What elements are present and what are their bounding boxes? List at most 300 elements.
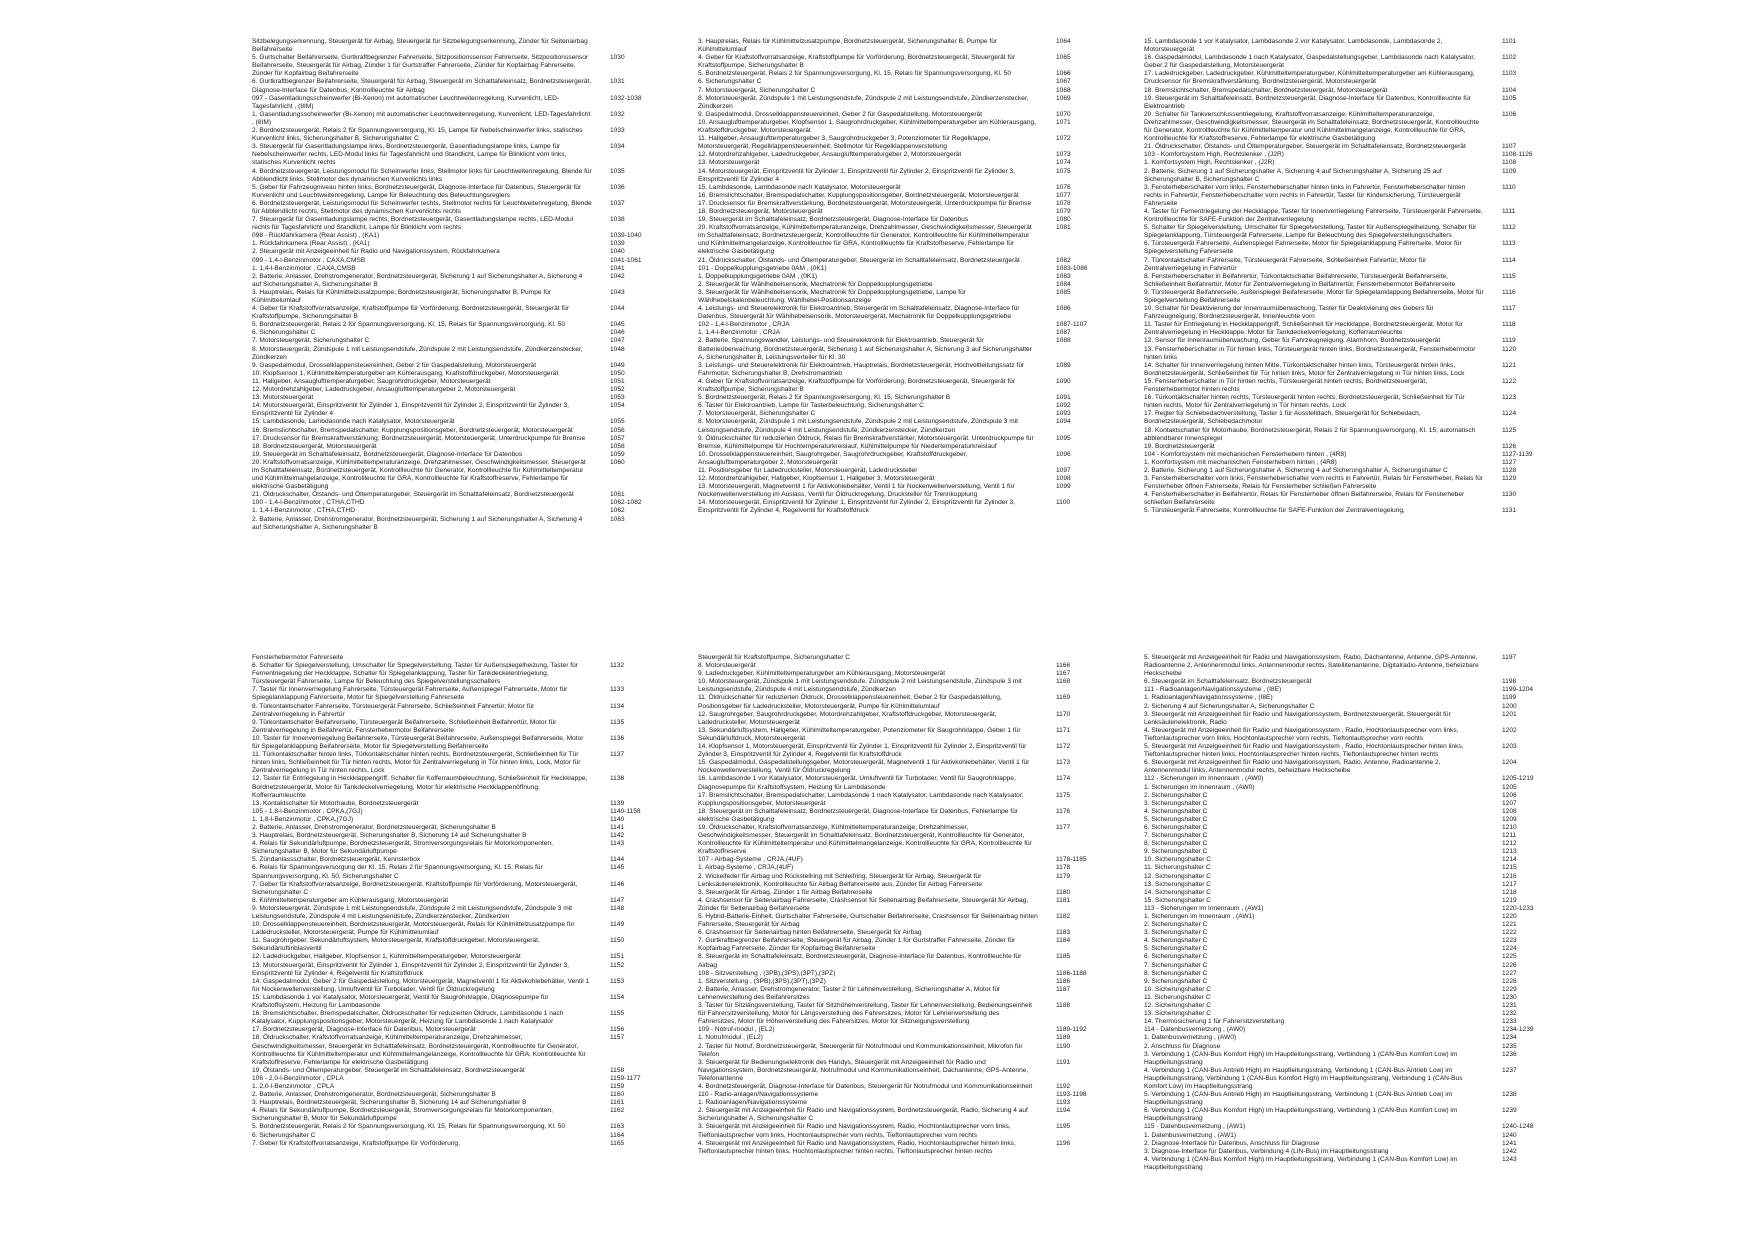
toc-entry-title: 3. Hauptrelais, Relais für Kühlmittelzusatzpumpe, Bordnetzsteuergerät, Sicherungshalter B, Pumpe für Kühlmittelumlauf bbox=[252, 288, 552, 304]
toc-entry bbox=[698, 192, 1128, 200]
toc-entry bbox=[252, 703, 682, 719]
toc-entry bbox=[698, 662, 1128, 670]
toc-entry-page: 1183 bbox=[1056, 929, 1071, 937]
toc-entry-page: 1227 bbox=[1502, 969, 1517, 977]
toc-entry-page: 1173 bbox=[1056, 759, 1071, 767]
toc-entry-title: 6. Relais für Spannungsversorgung der Kl. 15, Relais 2 für Spannungsversorgung, Kl. 15, Relais für Spannungsversorgung, Kl. 50, Sicherungshalter C bbox=[252, 864, 543, 880]
toc-entry-title: 098 - Rückfahrkamera (Rear Assist) , (KA1) bbox=[252, 232, 380, 240]
toc-entry-title: 2. Anschluss für Diagnose bbox=[1144, 1042, 1221, 1050]
toc-entry-title: 4. Leistungs- und Steuerelektronik für Elektroantrieb, Steuergerät im Schalttafeleinsatz, Diagnose-Interface für Datenbus, Steuergerät für Wählhebelsensorik, Motorsteuergerät, Mechatronik für Doppelkupplungsgetriebe bbox=[698, 305, 1020, 321]
toc-entry-title: 14. Motorsteuergerät, Einspritzventil für Zylinder 1, Einspritzventil für Zylinder 2, Einspritzventil für Zylinder 3, Einspritzventil für Zylinder 4 bbox=[698, 167, 1015, 183]
toc-entry bbox=[252, 273, 682, 289]
toc-entry-title: 6. Steuergerät im Schalttafeleinsatz, Bordnetzsteuergerät bbox=[1144, 678, 1312, 686]
toc-entry-title: 10. Sicherungshalter C bbox=[1144, 856, 1212, 864]
toc-entry bbox=[252, 240, 682, 248]
toc-entry-page: 1228 bbox=[1502, 977, 1517, 985]
toc-entry-page: 1099 bbox=[1056, 483, 1071, 491]
toc-entry-title: 19. Steuergerät im Schalttafeleinsatz, Bordnetzsteuergerät, Diagnose-Interface für Datenbus bbox=[698, 216, 969, 224]
toc-entry-page: 1158 bbox=[610, 1066, 625, 1074]
toc-entry-page: 1081 bbox=[1056, 224, 1071, 232]
toc-entry-page: 1095 bbox=[1056, 434, 1071, 442]
toc-entry-page: 1206 bbox=[1502, 791, 1517, 799]
toc-entry-title: 15. Sicherungshalter C bbox=[1144, 896, 1212, 904]
toc-entry-page: 1047 bbox=[610, 337, 625, 345]
toc-entry-page: 1053 bbox=[610, 394, 625, 402]
toc-entry-page: 1039 bbox=[610, 240, 625, 248]
toc-entry-page: 1243 bbox=[1502, 1155, 1517, 1163]
toc-entry-title: 5. Geber für Fahrzeugniveau hinten links, Bordnetzsteuergerät, Diagnose-Interface für Datenbus, Steuergerät für Kurvenlicht und Leuchtweitenregelung, Lampe für Beleuchtung des Beleuchtungsreglers bbox=[252, 183, 582, 199]
toc-entry-title: 12. Ladedruckgeber, Hallgeber, Klopfsensor 1, Kühlmitteltemperaturgeber, Motorsteuergerät bbox=[252, 953, 521, 961]
toc-column-2 bbox=[698, 654, 1128, 1214]
toc-entry bbox=[1144, 703, 1574, 711]
toc-entry-page: 1111 bbox=[1502, 207, 1516, 215]
toc-entry-title: 3. Hauptrelais, Bordnetzsteuergerät, Sicherungshalter B, Sicherung 14 auf Sicherungshalter B bbox=[252, 1099, 527, 1107]
toc-entry bbox=[1144, 1067, 1574, 1091]
toc-entry bbox=[1144, 921, 1574, 929]
toc-entry-title: 099 - 1,4-l-Benzinmotor , CAXA,CMSB bbox=[252, 256, 366, 264]
toc-entry-page: 1113 bbox=[1502, 240, 1516, 248]
toc-entry-page: 1088 bbox=[1056, 337, 1071, 345]
toc-entry bbox=[252, 78, 682, 94]
toc-entry bbox=[698, 1107, 1128, 1123]
toc-entry-page: 1077 bbox=[1056, 191, 1071, 199]
toc-entry bbox=[1144, 824, 1574, 832]
toc-entry-page: 1145 bbox=[610, 864, 625, 872]
toc-entry bbox=[1144, 184, 1574, 208]
toc-entry-page: 1200 bbox=[1502, 702, 1517, 710]
toc-entry bbox=[698, 1043, 1128, 1059]
toc-entry-title: 4. Verbindung 1 (CAN-Bus Komfort High) im Hauptleitungsstrang, Verbindung 1 (CAN-Bus Komfort Low) im Hauptleitungsstrang bbox=[1144, 1155, 1458, 1171]
toc-entry-title: 5. Schalter für Spiegelverstellung, Umschalter für Spiegelverstellung, Taster für Außenspiegelheizung, Schalter für Spiegelanklappung, Türsteuergerät Fahrerseite, Lampe für Beleuchtung des Spiegelverstellungsschalters bbox=[1144, 224, 1477, 240]
toc-entry-page: 1226 bbox=[1502, 961, 1517, 969]
toc-entry-title: 113 - Sicherungen im Innenraum , (AW1) bbox=[1144, 904, 1264, 912]
toc-entry bbox=[252, 257, 682, 265]
toc-entry-title: 18. Kontaktschalter für Motorhaube, Bordnetzsteuergerät, Relais 2 für Spannungsversorgung, Kl. 15, automatisch abblendbarer Innenspiegel bbox=[1144, 426, 1476, 442]
toc-entry-title: 4. Steuergerät mit Anzeigeeinheit für Radio und Navigationssystem , Radio, Hochtonlautsprecher vorn links, Tieftonlautsprecher vorn links, Hochtonlautsprecher vorn rechts, Tieftonlautsprecher vorn rechts bbox=[1144, 726, 1459, 742]
toc-entry-page: 1154 bbox=[610, 993, 625, 1001]
toc-entry-page: 1198 bbox=[1502, 678, 1517, 686]
toc-entry-title: 114 - Datenbusvernetzung , (AW0) bbox=[1144, 1026, 1246, 1034]
toc-entry-page: 1058 bbox=[610, 442, 625, 450]
toc-entry-title: 20. Kraftstoffvorratsanzeige, Kühlmitteltemperaturanzeige, Drehzahlmesser, Geschwindigkeitsmesser, Steuergerät im Schalttafeleinsatz, Bordnetzsteuergerät, Kontrollleuchte für Generator, Kontrollleuchte für Kühlmitteltemperatur und Kühlmittelmangelanzeige, Kontrollleuchte für GRA, Kontrollleuchte für Kraftstoffreserve, Fehlerlampe für elektrische Gasbetätigung bbox=[252, 458, 586, 491]
toc-entry-page: 1188 bbox=[1056, 1002, 1071, 1010]
toc-entry-page: 1050 bbox=[610, 369, 625, 377]
toc-entry-title: 2. Diagnose-Interface für Datenbus, Anschluss für Diagnose bbox=[1144, 1139, 1320, 1147]
toc-entry-title: 14. Schalter für Innenverriegelung hinten Mitte, Türkontaktschalter hinten links, Türsteuergerät hinten links, Bordnetzsteuergerät, Schließeinheit für Tür hinten links, Motor für Zentralverriegelung in Tür hinten links, Lock bbox=[1144, 361, 1465, 377]
toc-entry-title: 1. Doppelkupplungsgetriebe 0AM , (0K1) bbox=[698, 272, 818, 280]
toc-entry-title: 3. Steuergerät für Airbag, Zünder 1 für Airbag Beifahrerseite bbox=[698, 888, 873, 896]
toc-entry-page: 1230 bbox=[1502, 993, 1517, 1001]
toc-entry-page: 1056 bbox=[610, 426, 625, 434]
toc-entry bbox=[252, 1075, 682, 1083]
toc-entry-title: 8. Sicherungshalter C bbox=[1144, 840, 1208, 848]
toc-entry-page: 1205-1219 bbox=[1502, 775, 1534, 783]
toc-entry bbox=[1144, 962, 1574, 970]
toc-entry-title: 5. Steuergerät mit Anzeigeeinheit für Radio und Navigationssystem, Radio, Dachantenne, Antenne, GPS-Antenne, Radioantenne 2, Antennenmodul links, Antennenmodul rechts, Satellitenantenne, Digitalradio-Antenne, beheizbare Heckscheibe bbox=[1144, 654, 1479, 678]
toc-entry-page: 1240-1248 bbox=[1502, 1123, 1534, 1131]
toc-entry-title: 19. Bordnetzsteuergerät bbox=[1144, 442, 1215, 450]
toc-entry-title: 15. Fensterheberschalter in Tür hinten rechts, Türsteuergerät hinten rechts, Bordnetzsteuergerät, Fensterhebermotor hinten rechts bbox=[1144, 377, 1428, 394]
toc-entry-title: 3. Steuergerät mit Anzeigeeinheit für Radio und Navigationssystem, Radio, Hochtonlautsprecher vorn links, Tieftonlautsprecher vorn links, Hochtonlautsprecher vorn rechts, Tieftonlautsprecher vorn rechts bbox=[698, 1123, 1011, 1139]
toc-entry-page: 1038 bbox=[610, 216, 625, 224]
toc-entry-page: 1116 bbox=[1502, 288, 1516, 296]
toc-entry-title: 6. Sicherungshalter C bbox=[252, 329, 316, 337]
toc-entry-page: 1084 bbox=[1056, 280, 1071, 288]
toc-column-1 bbox=[252, 654, 682, 1214]
toc-entry bbox=[1144, 467, 1574, 475]
toc-entry-page: 1074 bbox=[1056, 159, 1071, 167]
toc-entry-title: 8. Fensterheberschalter in Beifahrertür, Türkontaktschalter Beifahrerseite, Türsteuergerät Beifahrerseite, Schließeinheit Beifahrertür, Motor für Zentralverriegelung in Beifahrertür, Fensterhebermotor Beifahrerseite bbox=[1144, 272, 1456, 288]
toc-entry bbox=[698, 654, 1128, 662]
toc-entry-page: 1189-1192 bbox=[1056, 1026, 1087, 1034]
toc-entry bbox=[252, 1140, 682, 1148]
toc-entry-page: 1186 bbox=[1056, 977, 1071, 985]
toc-entry-title: 12. Motordrehzahlgeber, Ladedruckgeber, Ansauglufttemperaturgeber 2, Motorsteuergerät bbox=[252, 386, 516, 394]
toc-entry bbox=[252, 962, 682, 978]
toc-entry bbox=[698, 289, 1128, 305]
toc-entry-page: 1235 bbox=[1502, 1042, 1517, 1050]
document-page-bottom bbox=[0, 620, 1754, 1240]
toc-entry-page: 1186-1188 bbox=[1056, 969, 1087, 977]
toc-entry-page: 1041 bbox=[610, 264, 625, 272]
toc-entry bbox=[698, 95, 1128, 111]
toc-entry-page: 1092 bbox=[1056, 402, 1071, 410]
toc-entry-page: 1037 bbox=[610, 199, 625, 207]
toc-entry bbox=[1144, 54, 1574, 70]
toc-entry-title: 8. Motorsteuergerät, Zündspule 1 mit Leistungsendstufe, Zündspule 2 mit Leistungsendstufe, Zündspule 3 mit Leistungsendstufe, Zündspule 4 mit Leistungsendstufe, Zündkerzenstecker, Zündkerzen bbox=[698, 418, 1018, 434]
toc-entry-title: 6. Steuergerät mit Anzeigeeinheit für Radio und Navigationssystem, Radio, Antenne, Radioantenne 2, Antennenmodul links, Antennenmodul rechts, beheizbare Heckscheibe bbox=[1144, 759, 1441, 775]
toc-entry bbox=[252, 95, 682, 111]
toc-entry-title: 110 - Radio-anlagen/Navigationssysteme bbox=[698, 1091, 819, 1099]
toc-entry-title: 16. Gaspedalmodul, Lambdasonde 1 nach Katalysator, Gaspedalstellungsgeber, Lambdasonde nach Katalysator, Geber 2 für Gaspedalstellung, Motorsteuergerät bbox=[1144, 54, 1476, 70]
toc-entry-page: 1187 bbox=[1056, 985, 1071, 993]
toc-entry bbox=[698, 337, 1128, 361]
toc-entry-title: 11. Sicherungshalter C bbox=[1144, 864, 1211, 872]
toc-entry-page: 1208 bbox=[1502, 807, 1517, 815]
toc-entry bbox=[1144, 1034, 1574, 1042]
toc-entry-page: 1063 bbox=[610, 515, 625, 523]
toc-entry bbox=[698, 111, 1128, 119]
toc-entry-title: 1. Gasentladungsscheinwerfer (Bi-Xenon) mit automatischer Leuchtweitenregelung, Kurvenlicht, LED-Tagesfahrlicht , (8IM) bbox=[252, 110, 591, 126]
toc-entry bbox=[698, 87, 1128, 95]
toc-entry-page: 1060 bbox=[610, 458, 625, 466]
toc-entry-page: 1167 bbox=[1056, 670, 1071, 678]
toc-entry-page: 1131 bbox=[1502, 507, 1517, 515]
toc-entry bbox=[1144, 475, 1574, 491]
toc-entry-title: 18. Bordnetzsteuergerät, Motorsteuergerät bbox=[252, 442, 377, 450]
toc-entry-title: 6. Crashsensor für Seitenairbag hinten Beifahrerseite, Steuergerät für Airbag bbox=[698, 929, 922, 937]
toc-entry-page: 1078 bbox=[1056, 199, 1071, 207]
toc-entry bbox=[1144, 240, 1574, 256]
toc-entry bbox=[1144, 507, 1574, 515]
toc-entry-title: 3. Verbindung 1 (CAN-Bus Komfort High) im Hauptleitungsstrang, Verbindung 1 (CAN-Bus Komfort Low) im Hauptleitungsstrang bbox=[1144, 1050, 1458, 1066]
toc-entry-title: 12. Saugrohrgeber, Saugrohrdruckgeber, Motordrehzahlgeber, Kraftstoffdruckgeber, Motorsteuergerät, Ladedrucksteller, Motorsteuergerät bbox=[698, 710, 997, 726]
toc-entry-page: 1138 bbox=[610, 775, 625, 783]
toc-entry-page: 1104 bbox=[1502, 86, 1517, 94]
toc-column-3 bbox=[1144, 654, 1574, 1214]
toc-entry-page: 1137 bbox=[610, 751, 625, 759]
toc-entry-title: 18. Bremslichtschalter, Bremspedalschalter, Bordnetzsteuergerät, Motorsteuergerät bbox=[1144, 86, 1388, 94]
toc-entry-page: 1170 bbox=[1056, 710, 1071, 718]
toc-entry-page: 1090 bbox=[1056, 377, 1071, 385]
toc-entry-page: 1055 bbox=[610, 418, 625, 426]
toc-entry bbox=[698, 410, 1128, 418]
toc-entry bbox=[1144, 678, 1574, 686]
toc-entry-page: 1159 bbox=[610, 1082, 625, 1090]
toc-entry-page: 1082 bbox=[1056, 256, 1071, 264]
toc-entry bbox=[252, 1132, 682, 1140]
toc-entry-page: 1189 bbox=[1056, 1034, 1071, 1042]
toc-entry-page: 1234-1239 bbox=[1502, 1026, 1534, 1034]
toc-entry bbox=[1144, 654, 1574, 678]
toc-entry-title: 11. Positionsgeber für Ladedrucksteller, Motorsteuergerät, Ladedrucksteller bbox=[698, 466, 918, 474]
toc-entry-title: 4. Geber für Kraftstoffvorratsanzeige, Kraftstoffpumpe für Vorförderung, Bordnetzsteuergerät, Steuergerät für Kraftstoffpumpe, Sicherungshalter B bbox=[698, 54, 1016, 70]
toc-entry-page: 1169 bbox=[1056, 694, 1071, 702]
toc-entry bbox=[1144, 873, 1574, 881]
toc-entry-title: 6. Sicherungshalter C bbox=[252, 1131, 316, 1139]
toc-entry-title: 105 - 1,8-l-Benzinmotor , CPKA,(7GJ) bbox=[252, 807, 363, 815]
toc-entry-page: 1098 bbox=[1056, 475, 1071, 483]
toc-entry bbox=[1144, 273, 1574, 289]
toc-entry-title: 2. Batterie, Spannungswandler, Leistungs- und Steuerelektronik für Elektroantrieb, Steuergerät für Batterieüberwachung, Bordnetzsteuergerät, Sicherung 1 auf Sicherungshalter A, Sicherung 3 auf Sicherungshalter A, Sicherungshalter B, Leistungsverteiler für Kl. 30 bbox=[698, 337, 1032, 361]
toc-entry bbox=[698, 727, 1128, 743]
toc-entry-title: 101 - Doppelkupplungsgetriebe 0AM , (0K1) bbox=[698, 264, 827, 272]
toc-entry bbox=[1144, 224, 1574, 240]
toc-entry bbox=[1144, 321, 1574, 337]
toc-entry bbox=[1144, 143, 1574, 151]
toc-entry bbox=[252, 921, 682, 937]
toc-entry bbox=[1144, 70, 1574, 86]
toc-entry-title: 5. Bordnetzsteuergerät, Relais 2 für Spannungsversorgung, Kl. 15, Sicherungshalter B bbox=[698, 394, 951, 402]
toc-entry bbox=[252, 1067, 682, 1075]
toc-entry-title: 3. Steuergerät mit Anzeigeeinheit für Radio und Navigationssystem, Bordnetzsteuergerät, Steuergerät für Lenksäulenelektronik, Radio bbox=[1144, 710, 1451, 726]
toc-entry bbox=[1144, 897, 1574, 905]
toc-entry-page: 1221 bbox=[1502, 921, 1517, 929]
toc-entry-page: 1168 bbox=[1056, 678, 1071, 686]
toc-entry bbox=[252, 451, 682, 459]
toc-entry-page: 1080 bbox=[1056, 216, 1071, 224]
toc-entry bbox=[698, 1083, 1128, 1091]
toc-entry-title: Fensterhebermotor Fahrerseite bbox=[252, 654, 344, 661]
toc-entry bbox=[698, 929, 1128, 937]
toc-entry-page: 1202 bbox=[1502, 726, 1517, 734]
toc-entry bbox=[252, 362, 682, 370]
toc-entry-title: 4. Relais für Sekundärluftpumpe, Bordnetzsteuergerät, Stromversorgungsrelais für Motorkomponenten, Sicherungshalter B, Motor für Sekundärluftpumpe bbox=[252, 840, 553, 856]
toc-entry bbox=[252, 232, 682, 240]
toc-entry bbox=[252, 751, 682, 775]
toc-entry-page: 1164 bbox=[610, 1131, 625, 1139]
toc-entry-title: 109 - Notruf-modul , (EL2) bbox=[698, 1026, 775, 1034]
toc-entry-page: 1068 bbox=[1056, 86, 1071, 94]
toc-entry-title: 19. Öldruckschalter, Kraftstoffvorratsanzeige, Kühlmitteltemperaturanzeige, Drehzahlmesser, Geschwindigkeitsmesser, Steuergerät im Schalttafeleinsatz, Bordnetzsteuergerät, Kontrollleuchte für Generator, Kontrollleuchte für Kühlmitteltemperatur und Kühlmittelmangelanzeige, Kontrollleuchte für GRA, Kontrollleuchte für Kraftstoffreserve bbox=[698, 823, 1032, 856]
toc-entry bbox=[1144, 792, 1574, 800]
toc-entry bbox=[252, 346, 682, 362]
toc-entry bbox=[1144, 151, 1574, 159]
toc-entry-title: 7. Geber für Kraftstoffvorratsanzeige, Bordnetzsteuergerät, Kraftstoffpumpe für Vorförderung, Motorsteuergerät, Sicherungshalter C bbox=[252, 880, 578, 896]
toc-entry bbox=[698, 1059, 1128, 1083]
toc-entry bbox=[698, 711, 1128, 727]
toc-entry bbox=[1144, 1091, 1574, 1107]
toc-entry-title: 2. Steuergerät für Wählhebelsensorik, Mechatronik für Doppelkupplungsgetriebe bbox=[698, 280, 933, 288]
toc-entry-page: 1172 bbox=[1056, 743, 1071, 751]
toc-entry bbox=[1144, 305, 1574, 321]
toc-entry-page: 1151 bbox=[610, 953, 625, 961]
toc-entry-title: 7. Sicherungshalter C bbox=[1144, 832, 1208, 840]
toc-entry bbox=[252, 856, 682, 864]
toc-entry bbox=[252, 370, 682, 378]
toc-entry bbox=[1144, 95, 1574, 111]
toc-entry-title: 8. Türkontaktschalter Fahrerseite, Türsteuergerät Fahrerseite, Schließeinheit Fahrertür, Motor für Zentralverriegelung in Fahrertür bbox=[252, 702, 535, 718]
toc-entry-page: 1148 bbox=[610, 904, 625, 912]
toc-entry-title: 19. Steuergerät im Schalttafeleinsatz, Bordnetzsteuergerät, Diagnose-Interface für Datenbus, Kontrollleuchte für Elektroantrieb bbox=[1144, 94, 1471, 110]
toc-entry-title: 11. Hallgeber, Ansauglufttemperaturgeber 3, Saugrohrdruckgeber 3, Potenziometer für Regelklappe, Motorsteuergerät, Regelklappensteuereinheit, Stellmotor für Regelklappenverstellung bbox=[698, 135, 991, 151]
toc-entry bbox=[1144, 427, 1574, 443]
toc-entry-title: 6. Gurtkraftbegrenzer Beifahrerseite, Steuergerät für Airbag, Steuergerät im Schalttafeleinsatz, Bordnetzsteuergerät, Diagnose-Interface für Datenbus, Kontrollleuchte für Airbag bbox=[252, 78, 592, 94]
toc-entry bbox=[252, 499, 682, 507]
toc-entry-page: 1087-1107 bbox=[1056, 321, 1088, 329]
toc-entry-title: 2. Batterie, Anlasser, Drehstromgenerator, Bordnetzsteuergerät, Sicherungshalter B bbox=[252, 1091, 496, 1099]
toc-entry-title: 17. Ladedruckgeber, Ladedruckgeber, Kühlmitteltemperaturgeber, Kühlmitteltemperaturgeber am Kühlerausgang, Drucksensor für Bremskraftverstärkung, Bordnetzsteuergerät, Motorsteuergerät bbox=[1144, 70, 1475, 86]
toc-entry-title: 3. Leistungs- und Steuerelektronik für Elektroantrieb, Hauptrelais, Bordnetzsteuergerät, Hochvoltleitungssatz für Fahrmotor, Sicherungshalter B, Drehstromantrieb bbox=[698, 361, 1025, 377]
toc-entry bbox=[252, 808, 682, 816]
toc-entry-title: 107 - Airbag-Systeme , CRJA,(4UF) bbox=[698, 856, 803, 864]
toc-entry-page: 1044 bbox=[610, 305, 625, 313]
toc-entry bbox=[1144, 1140, 1574, 1148]
toc-entry-title: 1. 1,8-l-Benzinmotor , CPKA,(7GJ) bbox=[252, 815, 354, 823]
toc-entry bbox=[252, 443, 682, 451]
toc-entry-title: 10. Drosselklappensteuereinheit, Bordnetzsteuergerät, Motorsteuergerät, Relais für Kühlmittelzusatzpumpe für Ladedrucksteller, Motorsteuergerät, Pumpe für Kühlmittelumlauf bbox=[252, 921, 575, 937]
toc-entry-page: 1031 bbox=[610, 78, 625, 86]
toc-entry-page: 1225 bbox=[1502, 953, 1517, 961]
toc-entry-title: 2. Batterie, Sicherung 1 auf Sicherungshalter A, Sicherung 4 auf Sicherungshalter A, Sicherung 25 auf Sicherungshalter B, Sicherungshalter C bbox=[1144, 167, 1442, 183]
toc-entry-title: 097 - Gasentladungsscheinwerfer (Bi-Xenon) mit automatischer Leuchtweitenregelung, Kurvenlicht, LED-Tagesfahrlicht , (8IM) bbox=[252, 94, 560, 110]
toc-entry-title: 1. Sitzverstellung , (3PB),(3PS),(3PT),(3PZ) bbox=[698, 977, 826, 985]
toc-entry-page: 1105 bbox=[1502, 94, 1517, 102]
toc-entry-page: 1102 bbox=[1502, 54, 1517, 62]
toc-entry-title: 3. Diagnose-Interface für Datenbus, Verbindung 4 (LIN-Bus) im Hauptleitungsstrang bbox=[1144, 1147, 1389, 1155]
toc-entry-title: 115 - Datenbusvernetzung , (AW1) bbox=[1144, 1123, 1246, 1131]
toc-entry bbox=[698, 873, 1128, 889]
toc-entry-title: 9. Türkontaktschalter Beifahrerseite, Türsteuergerät Beifahrerseite, Schließeinheit Beifahrertür, Motor für Zentralverriegelung in Beifahrertür, Fensterhebermotor Beifahrerseite bbox=[252, 718, 557, 734]
toc-entry bbox=[1144, 362, 1574, 378]
toc-entry bbox=[252, 378, 682, 386]
toc-entry-page: 1174 bbox=[1056, 775, 1071, 783]
toc-entry-page: 1106 bbox=[1502, 110, 1517, 118]
toc-entry bbox=[698, 159, 1128, 167]
toc-entry-title: 4. Verbindung 1 (CAN-Bus Antrieb High) im Hauptleitungsstrang, Verbindung 1 (CAN-Bus Antrieb Low) im Hauptleitungsstrang, Verbindung 1 (CAN-Bus Komfort High) im Hauptleitungsstrang, Verbindung 1 (CAN-Bus Komfort Low) im Hauptleitungsstrang bbox=[1144, 1066, 1463, 1090]
toc-entry-page: 1043 bbox=[610, 288, 625, 296]
toc-entry bbox=[252, 953, 682, 961]
toc-entry bbox=[252, 1123, 682, 1131]
toc-entry-page: 1096 bbox=[1056, 450, 1071, 458]
toc-entry bbox=[698, 78, 1128, 86]
toc-entry-page: 1220-1233 bbox=[1502, 904, 1534, 912]
toc-entry-title: 11. Hallgeber, Ansauglufttemperaturgeber, Saugrohrdruckgeber, Motorsteuergerät bbox=[252, 377, 491, 385]
toc-entry bbox=[252, 386, 682, 394]
toc-entry-page: 1180 bbox=[1056, 888, 1071, 896]
toc-entry-page: 1166 bbox=[1056, 662, 1071, 670]
toc-entry bbox=[252, 321, 682, 329]
toc-entry bbox=[252, 507, 682, 515]
toc-entry-page: 1112 bbox=[1502, 224, 1516, 232]
toc-entry-page: 1054 bbox=[610, 402, 625, 410]
toc-entry-page: 1135 bbox=[610, 718, 625, 726]
toc-entry-page: 1153 bbox=[610, 977, 625, 985]
toc-entry-title: 5. Türsteuergerät Fahrerseite, Kontrollleuchte für SAFE-Funktion der Zentralverriegelung, bbox=[1144, 507, 1405, 515]
toc-entry-page: 1091 bbox=[1056, 394, 1071, 402]
toc-entry-page: 1143 bbox=[610, 840, 625, 848]
toc-entry-title: 17. Bordnetzsteuergerät, Diagnose-Interface für Datenbus, Motorsteuergerät bbox=[252, 1026, 476, 1034]
toc-entry-title: 5. Verbindung 1 (CAN-Bus Antrieb High) im Hauptleitungsstrang, Verbindung 1 (CAN-Bus Antrieb Low) im Hauptleitungsstrang bbox=[1144, 1091, 1453, 1107]
toc-entry-page: 1062 bbox=[610, 507, 625, 515]
toc-entry bbox=[698, 792, 1128, 808]
toc-entry-title: 12. Sicherungshalter C bbox=[1144, 872, 1212, 880]
toc-entry-page: 1229 bbox=[1502, 985, 1517, 993]
toc-entry-title: 4. Sicherungshalter C bbox=[1144, 937, 1208, 945]
toc-entry bbox=[1144, 913, 1574, 921]
toc-entry bbox=[698, 678, 1128, 694]
toc-entry-title: 4. Steuergerät mit Anzeigeeinheit für Radio und Navigationssystem, Radio, Hochtonlautsprecher hinten links, Tieftonlautsprecher hinten links, Hochtonlautsprecher hinten rechts, Tieftonlautsprecher hinten rechts bbox=[698, 1139, 1016, 1155]
toc-entry-title: 19. Steuergerät im Schalttafeleinsatz, Bordnetzsteuergerät, Diagnose-Interface für Datenbus bbox=[252, 450, 523, 458]
toc-entry-title: 10. Ansauglufttemperaturgeber, Klopfsensor 1, Saugrohrdruckgeber, Kühlmitteltemperaturgeber am Kühlerausgang, Kraftstoffdruckgeber, Motorsteuergerät bbox=[698, 118, 1036, 135]
toc-entry bbox=[252, 305, 682, 321]
toc-entry bbox=[1144, 711, 1574, 727]
toc-entry bbox=[698, 135, 1128, 151]
toc-entry-page: 1061 bbox=[610, 491, 625, 499]
toc-entry-page: 1160 bbox=[610, 1091, 625, 1099]
toc-entry-page: 1120 bbox=[1502, 345, 1517, 353]
toc-entry bbox=[1144, 1018, 1574, 1026]
toc-entry-title: 3. Fensterheberschalter vorn links, Fensterheberschalter hinten links in Fahrertür, Fensterheberschalter hinten rechts in Fahrertür, Fensterheberschalter vorn rechts in Fahrertür, Taster für Kindersicherung, Türsteuergerät Fahrerseite bbox=[1144, 183, 1466, 207]
toc-entry-title: 13. Kontaktschalter für Motorhaube, Bordnetzsteuergerät bbox=[252, 799, 419, 807]
toc-entry-page: 1171 bbox=[1056, 726, 1071, 734]
toc-entry-page: 1032 bbox=[610, 110, 625, 118]
toc-entry-title: 4. Bordnetzsteuergerät, Leistungsmodul für Scheinwerfer links, Stellmotor links für Leuchtweitenregelung, Blende für Abblendlicht links, Stellmotor des dynamischen Kurvenlichts links bbox=[252, 167, 592, 183]
toc-entry bbox=[1144, 937, 1574, 945]
toc-entry-page: 1067 bbox=[1056, 78, 1071, 86]
toc-entry bbox=[698, 200, 1128, 208]
toc-entry-page: 1121 bbox=[1502, 361, 1517, 369]
toc-entry-title: 11. Sicherungshalter C bbox=[1144, 993, 1211, 1001]
toc-entry bbox=[698, 970, 1128, 978]
toc-entry-title: 10. Klopfsensor 1, Kühlmitteltemperaturgeber am Kühlerausgang, Kraftstoffdruckgeber, Motorsteuergerät bbox=[252, 369, 559, 377]
toc-entry bbox=[1144, 346, 1574, 362]
toc-entry bbox=[1144, 889, 1574, 897]
toc-entry bbox=[698, 889, 1128, 897]
toc-entry-page: 1073 bbox=[1056, 151, 1071, 159]
toc-entry bbox=[698, 670, 1128, 678]
toc-entry-page: 1039-1040 bbox=[610, 232, 642, 240]
toc-entry-page: 1089 bbox=[1056, 361, 1071, 369]
toc-entry bbox=[1144, 848, 1574, 856]
toc-entry-page: 1223 bbox=[1502, 937, 1517, 945]
toc-entry bbox=[252, 427, 682, 435]
toc-entry bbox=[252, 337, 682, 345]
toc-entry-page: 1103 bbox=[1502, 70, 1517, 78]
toc-entry bbox=[1144, 800, 1574, 808]
toc-entry-page: 1052 bbox=[610, 386, 625, 394]
toc-entry-title: 10. Sicherungshalter C bbox=[1144, 985, 1212, 993]
toc-entry-title: 15. Lambdasonde, Lambdasonde nach Katalysator, Motorsteuergerät bbox=[698, 183, 901, 191]
toc-entry bbox=[252, 864, 682, 880]
toc-entry bbox=[698, 184, 1128, 192]
toc-entry-page: 1222 bbox=[1502, 929, 1517, 937]
toc-entry-title: 12. Sensor für Innenraumüberwachung, Geber für Fahrzeugneigung, Alarmhorn, Bordnetzsteuergerät bbox=[1144, 337, 1441, 345]
toc-entry bbox=[1144, 159, 1574, 167]
toc-entry bbox=[252, 735, 682, 751]
toc-entry-title: 4. Taster für Fernentriegelung der Heckklappe, Taster für Innenverriegelung Fahrerseite, Türsteuergerät Fahrerseite, Kontrollleuchte für SAFE-Funktion der Zentralverriegelung bbox=[1144, 207, 1483, 224]
toc-entry-page: 1193 bbox=[1056, 1099, 1071, 1107]
